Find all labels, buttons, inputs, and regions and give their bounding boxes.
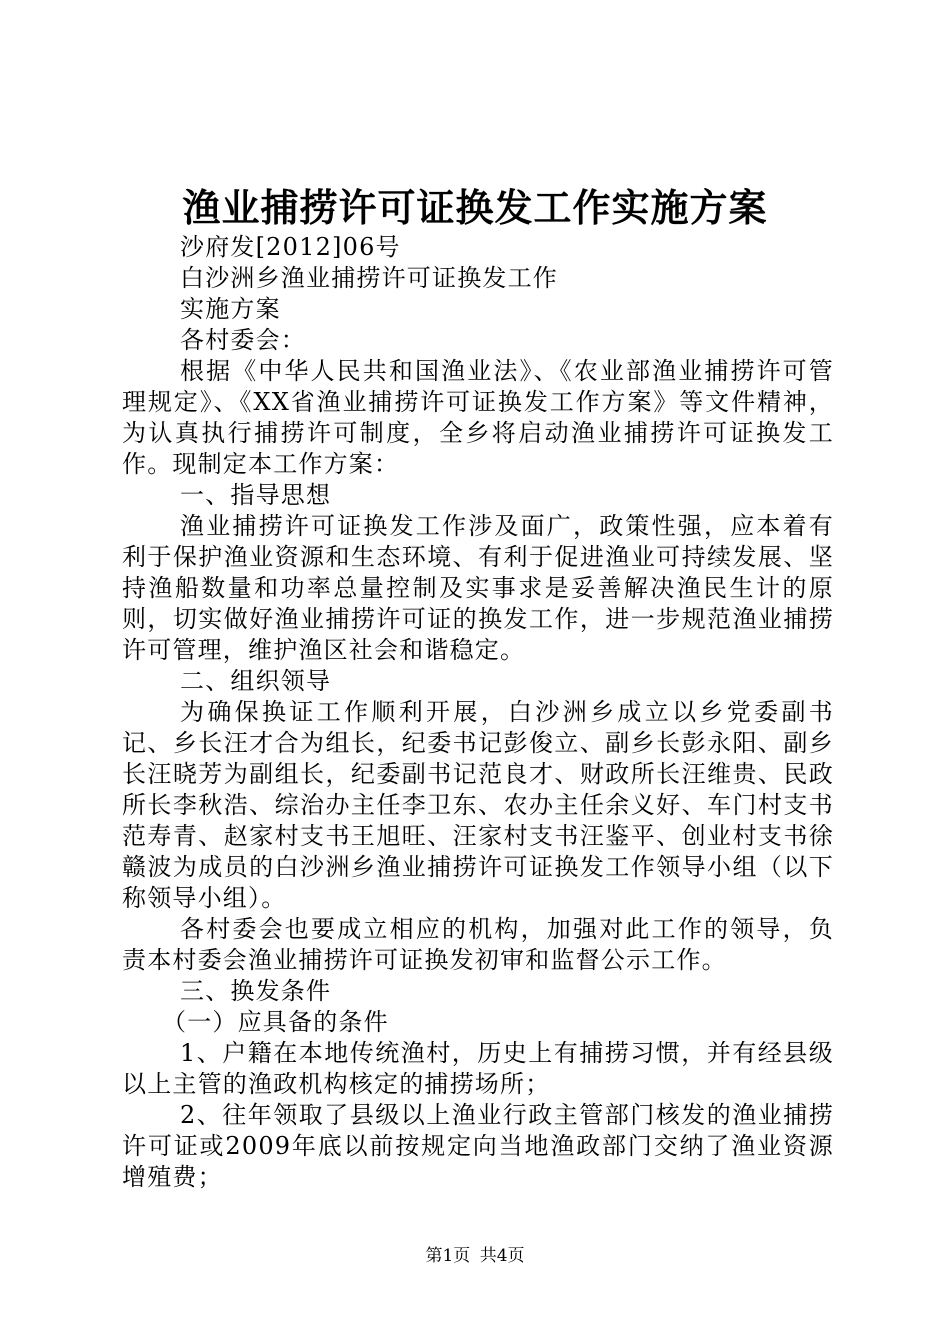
paragraph-guiding-thought: 渔业捕捞许可证换发工作涉及面广，政策性强，应本着有利于保护渔业资源和生态环境、有利于促进渔业可持续发展、坚持渔船数量和功率总量控制及实事求是妥善解决渔民生计的原则，切实做好渔业捕捞许可证的换发工作，进一步规范渔业捕捞许可管理，维护渔区社会和谐稳定。 <box>122 512 834 664</box>
subtitle-line-2: 实施方案 <box>180 295 281 323</box>
condition-item-1: 1、户籍在本地传统渔村，历史上有捕捞习惯，并有经县级以上主管的渔政机构核定的捕捞场所； <box>122 1039 834 1098</box>
paragraph-leadership-group: 为确保换证工作顺利开展，白沙洲乡成立以乡党委副书记、乡长汪才合为组长，纪委书记彭俊立、副乡长彭永阳、副乡长汪晓芳为副组长，纪委副书记范良才、财政所长汪维贵、民政所长李秋浩、综治办主任李卫东、农办主任余义好、车门村支书范寿青、赵家村支书王旭旺、汪家村支书汪鉴平、创业村支书徐赣波为成员的白沙洲乡渔业捕捞许可证换发工作领导小组（以下称领导小组）。 <box>122 698 834 912</box>
salutation: 各村委会： <box>180 326 306 354</box>
condition-item-2: 2、往年领取了县级以上渔业行政主管部门核发的渔业捕捞许可证或2009年底以前按规定向当地渔政部门交纳了渔业资源增殖费； <box>122 1101 834 1191</box>
subtitle-line-1: 白沙洲乡渔业捕捞许可证换发工作 <box>180 264 558 292</box>
page-total: 共4页 <box>479 1246 525 1266</box>
document-title: 渔业捕捞许可证换发工作实施方案 <box>182 185 768 230</box>
subsection-heading-1: （一）应具备的条件 <box>162 1008 389 1036</box>
page-number: 第1页 <box>425 1246 471 1266</box>
paragraph-village-committees: 各村委会也要成立相应的机构，加强对此工作的领导，负责本村委会渔业捕捞许可证换发初审和监督公示工作。 <box>122 915 834 974</box>
doc-number: 沙府发[2012]06号 <box>180 233 401 261</box>
section-heading-1: 一、指导思想 <box>180 481 332 509</box>
document-body <box>122 232 834 1193</box>
section-heading-3: 三、换发条件 <box>180 977 332 1005</box>
paragraph-intro: 根据《中华人民共和国渔业法》、《农业部渔业捕捞许可管理规定》、《XX省渔业捕捞许可证换发工作方案》等文件精神，为认真执行捕捞许可制度，全乡将启动渔业捕捞许可证换发工作。现制定本工作方案： <box>122 357 834 478</box>
page-footer <box>0 1244 950 1268</box>
section-heading-2: 二、组织领导 <box>180 667 332 695</box>
